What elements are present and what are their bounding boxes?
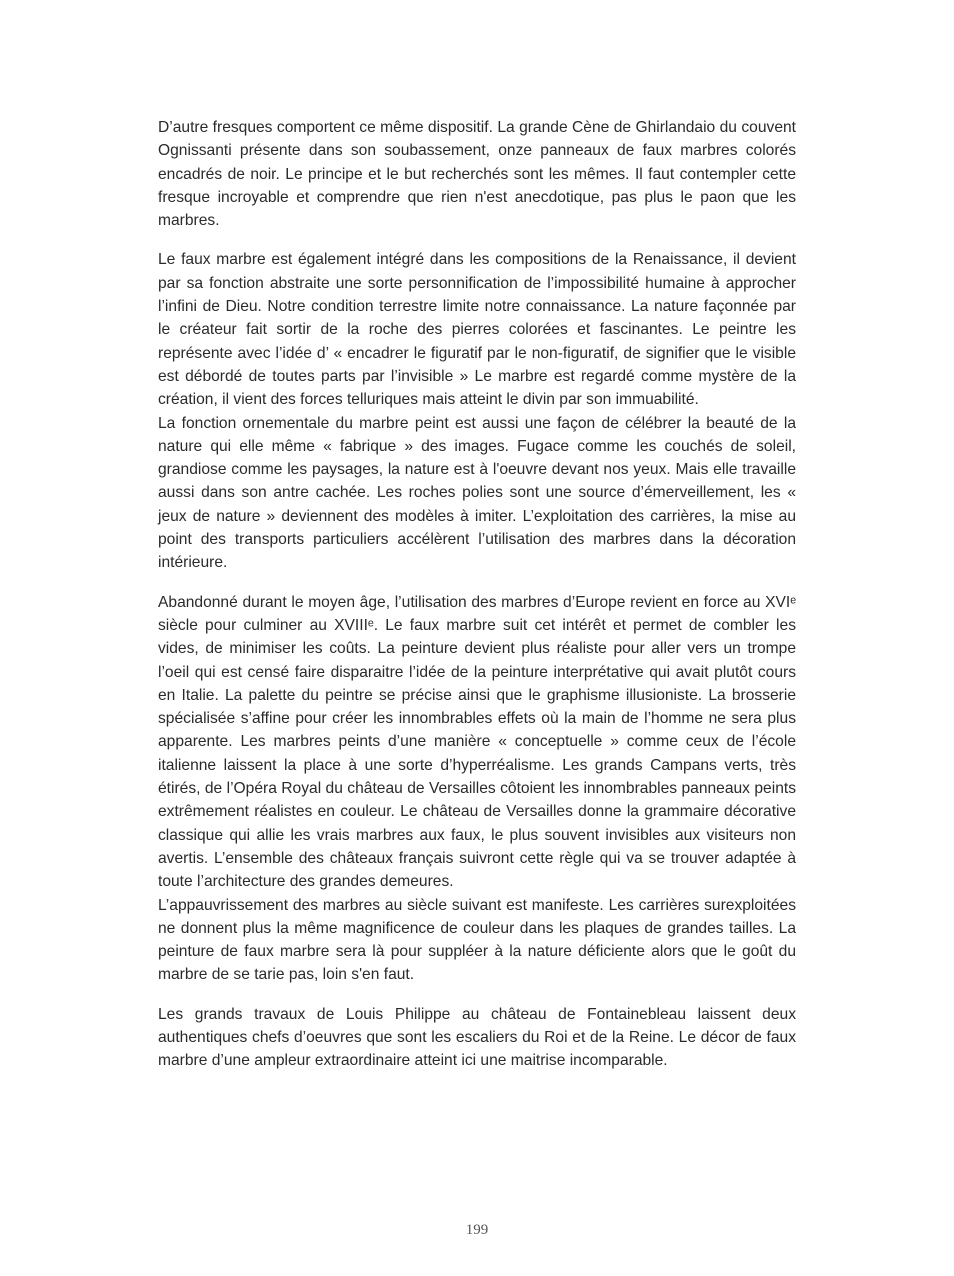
paragraph-european-marbles: Abandonné durant le moyen âge, l’utilisation des marbres d’Europe revient en force au XVIᵉ siècle pour culminer au XVIIIᵉ. Le faux marbre suit cet intérêt et permet de combler les vides, de minimiser les coûts. La peinture devient plus réaliste pour aller vers un trompe l’oeil qui est censé faire disparaitre l’idée de la peinture interprétative qui avait plutôt cours en Italie. La palette du peintre se précise ainsi que le graphisme illusioniste. La brosserie spécialisée s’affine pour créer les innombrables effets où la main de l’homme ne sera plus apparente. Les marbres peints d’une manière « conceptuelle » comme ceux de l’école italienne laissent la place à une sorte d’hyperréalisme. Les grands Campans verts, très étirés, de l’Opéra Royal du château de Versailles côtoient les innombrables panneaux peints extrêmement réalistes en couleur. Le château de Versailles donne la grammaire décorative classique qui allie les vrais marbres aux faux, le plus souvent invisibles aux visiteurs non avertis. L’ensemble des châteaux français suivront cette règle qui va se trouver adaptée à toute l’architecture des grandes demeures. — [158, 593, 796, 891]
page-number: 199 — [465, 1222, 489, 1238]
paragraph-ghirlandaio: D’autre fresques comportent ce même dispositif. La grande Cène de Ghirlandaio du couvent Ognissanti présente dans son soubassement, onze panneaux de faux marbres colorés encadrés de noir. Le principe et le but recherchés sont les mêmes. Il faut contempler cette fresque incroyable et comprendre que rien n'est anecdotique, pas plus le paon que les marbres. — [158, 119, 796, 230]
paragraph-ornamental-function: La fonction ornementale du marbre peint est aussi une façon de célébrer la beauté de la nature qui elle même « fabrique » des images. Fugace comme les couchés de soleil, grandiose comme les paysages, la nature est à l'oeuvre devant nos yeux. Mais elle travaille aussi dans son antre cachée. Les roches polies sont une source d’émerveillement, les « jeux de nature » deviennent des modèles à imiter. L’exploitation des carrières, la mise au point des transports particuliers accélèrent l’utilisation des marbres dans la décoration intérieure. — [158, 414, 796, 572]
body-text — [158, 116, 796, 1089]
paragraph-fontainebleau: Les grands travaux de Louis Philippe au château de Fontainebleau laissent deux authentiques chefs d’oeuvres que sont les escaliers du Roi et de la Reine. Le décor de faux marbre d’une ampleur extraordinaire atteint ici une maitrise incomparable. — [158, 1005, 796, 1070]
paragraph-renaissance: Le faux marbre est également intégré dans les compositions de la Renaissance, il devient par sa fonction abstraite une sorte personnification de l’impossibilité humaine à approcher l’infini de Dieu. Notre condition terrestre limite notre connaissance. La nature façonnée par le créateur fait sortir de la roche des pierres colorées et fascinantes. Le peintre les représente avec l’idée d’ « encadrer le figuratif par le non-figuratif, de signifier que le visible est débordé de toutes parts par l’invisible » Le marbre est regardé comme mystère de la création, il vient des forces telluriques mais atteint le divin par son immuabilité. — [158, 251, 796, 409]
paragraph-impoverishment: L’appauvrissement des marbres au siècle suivant est manifeste. Les carrières surexploitées ne donnent plus la même magnificence de couleur dans les plaques de grandes tailles. La peinture de faux marbre sera là pour suppléer à la nature déficiente alors que le goût du marbre de se tarie pas, loin s'en faut. — [158, 896, 796, 984]
